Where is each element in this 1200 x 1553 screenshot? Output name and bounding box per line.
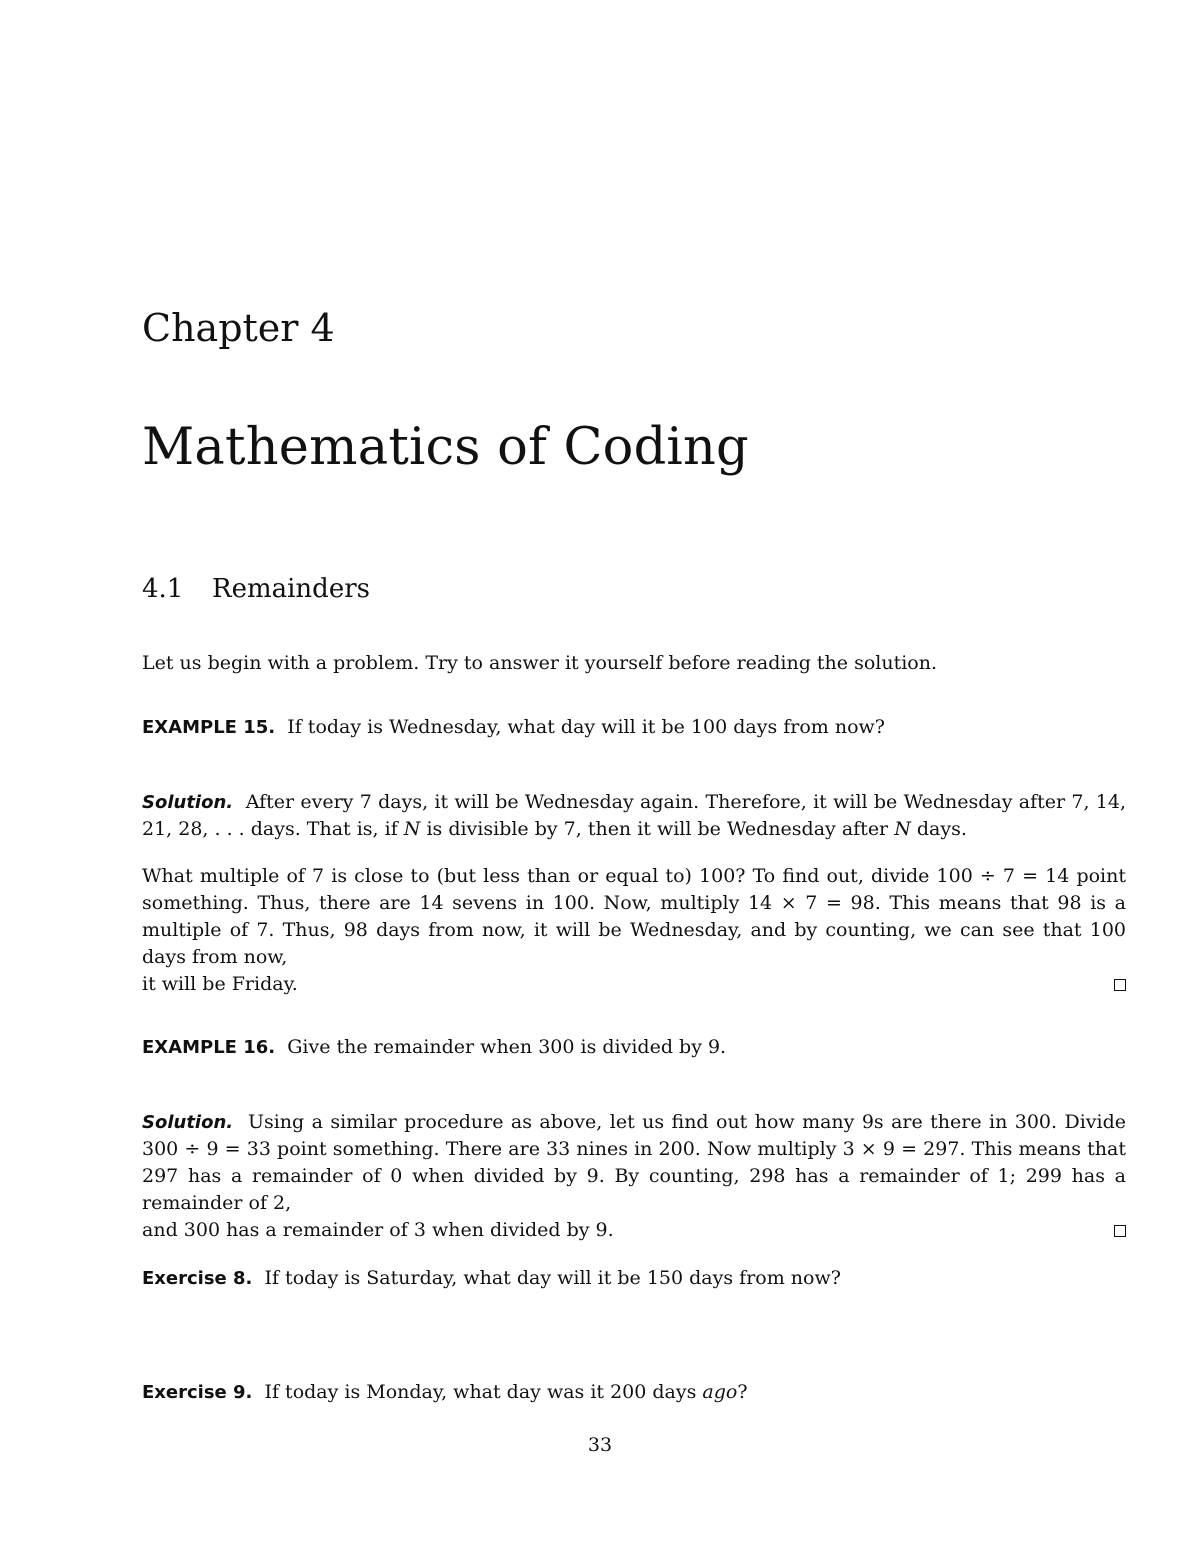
solution-text (142, 1109, 1126, 1217)
math-variable: N (403, 818, 421, 840)
exercise-8-text: If today is Saturday, what day will it be 150 days from now? (264, 1267, 841, 1289)
qed-icon (1114, 1225, 1126, 1237)
solution-last-line (142, 1217, 1126, 1244)
solution-last-line (142, 971, 1126, 998)
qed-icon (1114, 979, 1126, 991)
page-number: 33 (587, 1434, 613, 1456)
math-variable: N (894, 818, 911, 840)
example-15-label: EXAMPLE 15. (142, 717, 276, 738)
solution-text: days. (910, 818, 967, 840)
example-15 (142, 714, 1126, 741)
section-title: Remainders (212, 574, 370, 604)
solution-text: and 300 has a remainder of 3 when divided by 9. (142, 1219, 614, 1241)
exercise-9 (142, 1379, 1126, 1406)
exercise-9-label: Exercise 9. (142, 1382, 253, 1403)
chapter-title: Mathematics of Coding (142, 418, 749, 477)
solution-text: it will be Friday. (142, 973, 298, 995)
exercise-9-text-end: ? (737, 1381, 748, 1403)
section-number: 4.1 (142, 574, 184, 604)
solution-text: What multiple of 7 is close to (but less than or equal to) 100? To find out, divide 100 ÷ 7 = 14 point something. Thus, there are 14 sevens in 100. Now, multiply 14 × 7 = 98. This means that 98 is a multiple of 7. Thus, 98 days from now, it will be Wednesday, and by counting, we can see that 100 days from now, (142, 865, 1126, 968)
example-15-question: If today is Wednesday, what day will it be 100 days from now? (287, 716, 885, 738)
example-16-solution-label: Solution. (142, 1112, 234, 1133)
example-15-solution-label: Solution. (142, 792, 234, 813)
example-16-label: EXAMPLE 16. (142, 1037, 276, 1058)
intro-paragraph: Let us begin with a problem. Try to answer it yourself before reading the solution. (142, 652, 938, 674)
exercise-8 (142, 1265, 1126, 1292)
exercise-8-label: Exercise 8. (142, 1268, 253, 1289)
solution-text: Using a similar procedure as above, let us find out how many 9s are there in 300. Divide 300 ÷ 9 = 33 point something. There are 33 nines in 200. Now multiply 3 × 9 = 297. This means that 297 has a remainder of 0 when divided by 9. By counting, 298 has a remainder of 1; 299 has a remainder of 2, (142, 1111, 1126, 1214)
chapter-label: Chapter 4 (142, 306, 335, 350)
example-16 (142, 1034, 1126, 1061)
solution-text: is divisible by 7, then it will be Wednesday after (420, 818, 895, 840)
exercise-9-text: If today is Monday, what day was it 200 days (264, 1381, 703, 1403)
example-16-question: Give the remainder when 300 is divided by 9. (287, 1036, 727, 1058)
solution-text: After every 7 days, it will be Wednesday again. Therefore, it will be Wednesday after 7, 14, 21, 28, . . . days. That is, if (142, 791, 1126, 840)
example-15-solution-p2 (142, 863, 1126, 998)
example-15-solution-p1 (142, 789, 1126, 843)
example-16-solution (142, 1109, 1126, 1244)
exercise-9-emphasis: ago (702, 1381, 738, 1403)
section-heading (142, 574, 370, 605)
